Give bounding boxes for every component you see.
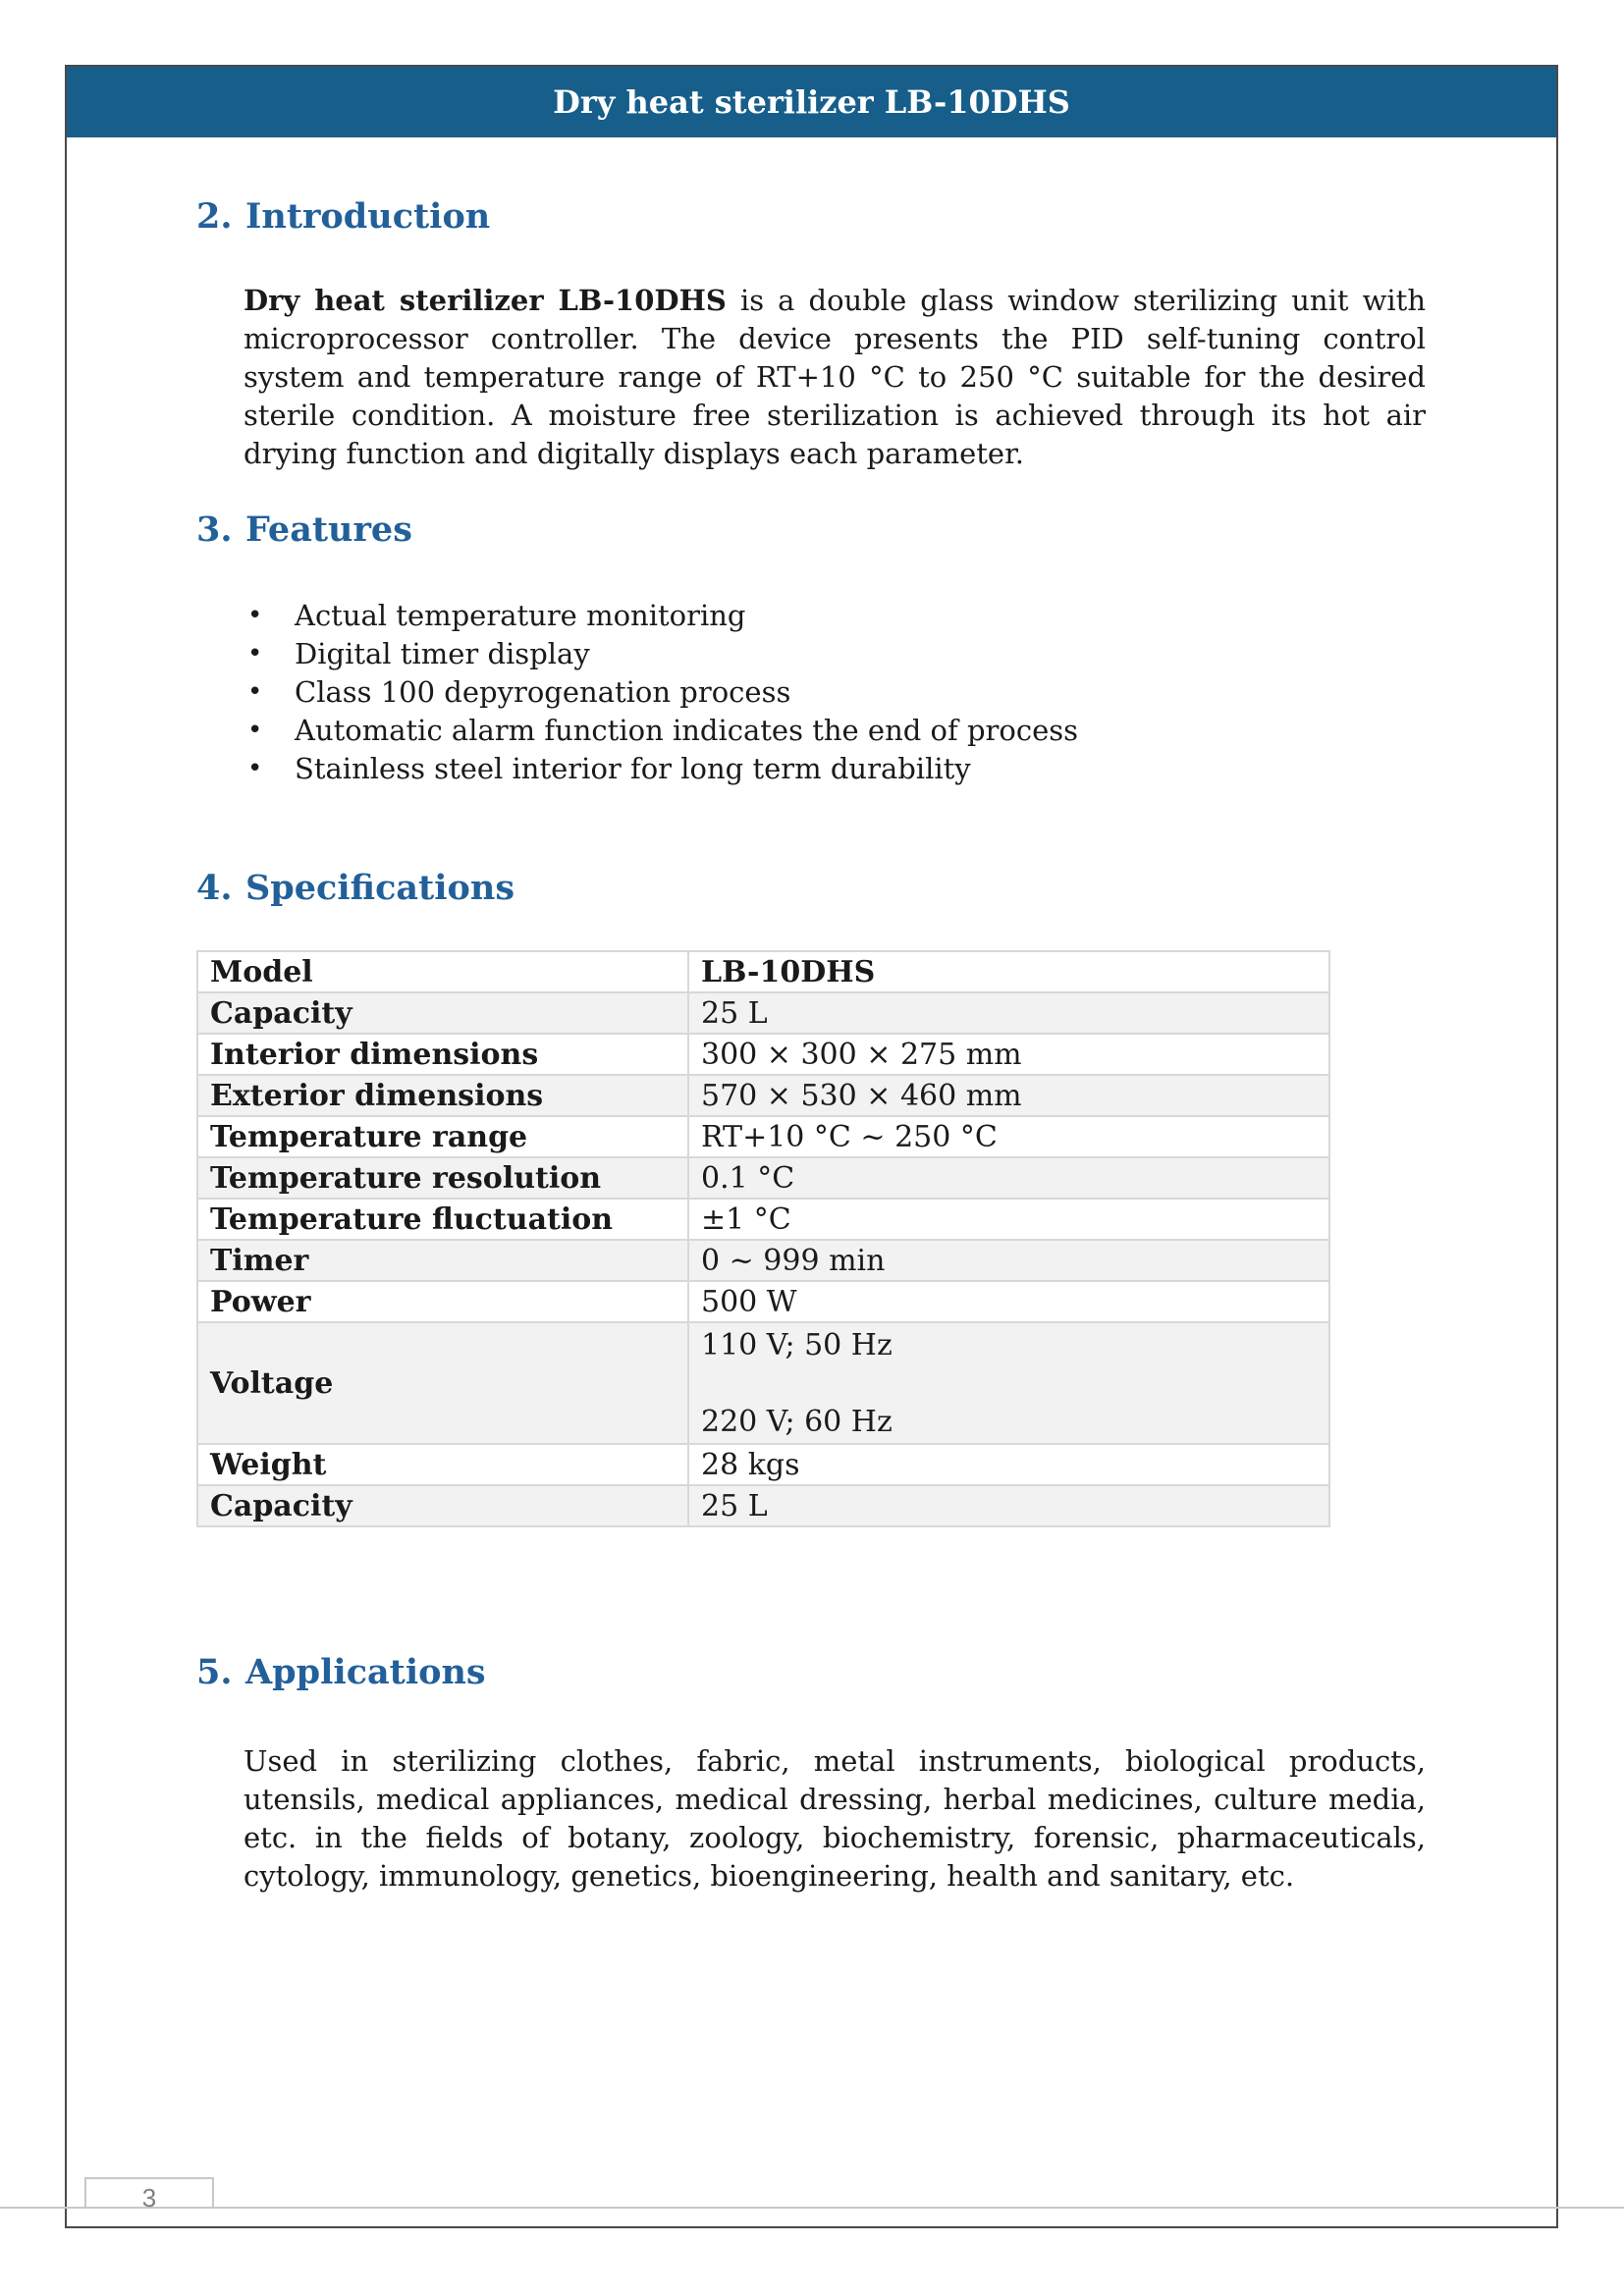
table-row [197,1116,1329,1157]
table-row [197,1075,1329,1116]
spec-value-cell [688,1322,1329,1444]
spec-value: 0 ~ 999 min [688,1240,1329,1281]
spec-key: Interior dimensions [197,1034,688,1075]
table-row [197,1034,1329,1075]
section-heading-applications [196,1652,486,1692]
table-row [197,1281,1329,1322]
spec-key: Timer [197,1240,688,1281]
table-row [197,1199,1329,1240]
list-item: • Stainless steel interior for long term durability [244,750,1078,788]
document-header [67,67,1556,137]
spec-value: 570 × 530 × 460 mm [688,1075,1329,1116]
section-heading-features [196,509,412,550]
spec-key: Capacity [197,992,688,1034]
introduction-body: is a double glass window sterilizing unit with microprocessor controller. The device presents the PID self-tuning control system and temperature range of RT+10 °C to 250 °C suitable for the desired sterile condition. A moisture free sterilization is achieved through its hot air drying function and digitally displays each parameter. [244,284,1426,470]
list-item: • Class 100 depyrogenation process [244,673,1078,712]
spec-value: 220 V; 60 Hz [701,1404,893,1439]
spec-value: 300 × 300 × 275 mm [688,1034,1329,1075]
spec-value: 25 L [688,1485,1329,1526]
section-number: 2. [196,196,233,237]
section-heading-introduction [196,196,490,237]
spacer [701,1364,1317,1403]
section-heading-specifications [196,868,514,908]
specifications-table [196,950,1330,1527]
spec-key: Temperature resolution [197,1157,688,1199]
section-number: 3. [196,509,233,550]
table-row [197,1240,1329,1281]
spec-value: 500 W [688,1281,1329,1322]
list-item: • Digital timer display [244,635,1078,673]
spec-value: RT+10 °C ~ 250 °C [688,1116,1329,1157]
section-title-text: Features [245,509,412,550]
section-title-text: Applications [245,1652,486,1692]
spec-key: Voltage [197,1322,688,1444]
page-number: 3 [141,2183,157,2213]
table-row [197,992,1329,1034]
spec-value: 28 kgs [688,1444,1329,1485]
section-title-text: Specifications [245,868,515,908]
spec-value: 0.1 °C [688,1157,1329,1199]
spec-key: Capacity [197,1485,688,1526]
spec-value: 25 L [688,992,1329,1034]
applications-paragraph: Used in sterilizing clothes, fabric, metal instruments, biological products, utensils, medical appliances, medical dressing, herbal medicines, culture media, etc. in the fields of botany, zoology, biochemistry, forensic, pharmaceuticals, cytology, immunology, genetics, bioengineering, health and sanitary, etc. [244,1744,1426,1893]
spec-key: Weight [197,1444,688,1485]
spec-value: 110 V; 50 Hz [701,1327,893,1362]
spec-key: Temperature range [197,1116,688,1157]
section-number: 5. [196,1652,233,1692]
table-row [197,1444,1329,1485]
list-item: • Automatic alarm function indicates the end of process [244,712,1078,750]
list-item: • Actual temperature monitoring [244,597,1078,635]
table-row [197,1157,1329,1199]
spec-value: LB-10DHS [688,951,1329,992]
table-row [197,1485,1329,1526]
features-list [244,597,1078,788]
footer-rule [0,2207,1624,2209]
product-name-bold: Dry heat sterilizer LB-10DHS [244,284,727,317]
table-row [197,1322,1329,1444]
spec-value: ±1 °C [688,1199,1329,1240]
spec-key: Temperature fluctuation [197,1199,688,1240]
section-number: 4. [196,868,233,908]
section-title-text: Introduction [245,196,491,237]
introduction-paragraph [244,282,1426,473]
spec-key: Exterior dimensions [197,1075,688,1116]
spec-key: Model [197,951,688,992]
document-title: Dry heat sterilizer LB-10DHS [553,83,1070,121]
table-row [197,951,1329,992]
spec-key: Power [197,1281,688,1322]
